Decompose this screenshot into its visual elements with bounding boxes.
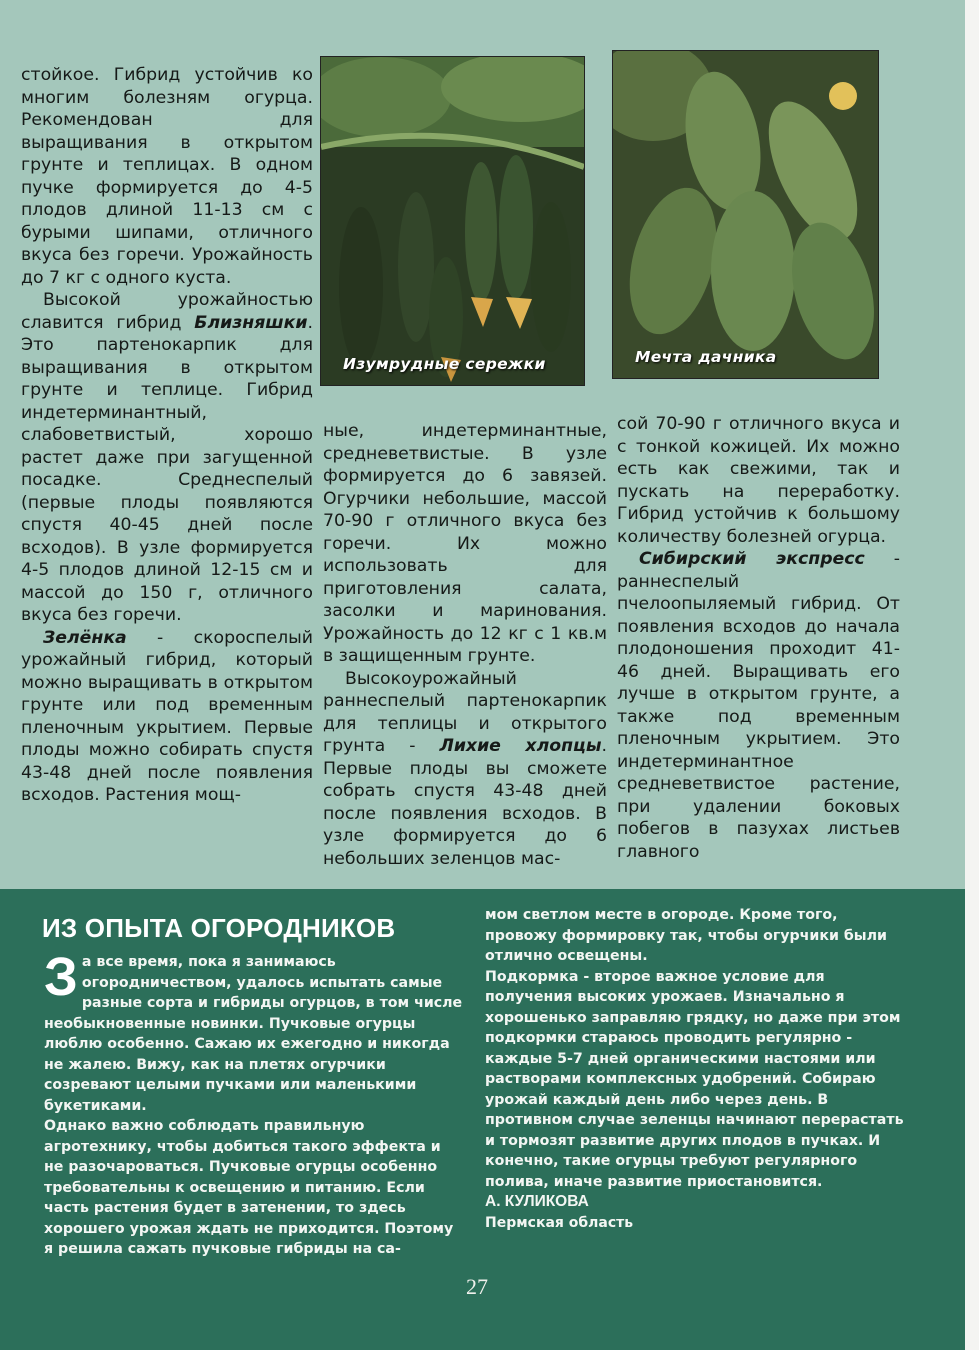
paragraph: ные, индетерминантные, средневетвистые. В узле формируется до 6 завязей. Огурчики небольшие, массой 70-90 г отличного вкуса без горечи. Их можно использовать для приготовления салата, засолки и маринования. Урожайность до 12 кг с 1 кв.м в защищенным грунте. [323, 421, 607, 666]
paragraph: Подкормка - второе важное условие для получения высоких урожаев. Изначально я хорошенько заправляю грядку, но даже при этом подкормки стараюсь проводить регулярно - каждые 5-7 дней органическими настоями или растворами комплексных удобрений. Собираю урожай каждый день либо через день. В противном случае зеленцы начинают перерастать и тормозят развитие других плодов в пучках. И конечно, такие огурцы требуют регулярного полива, иначе развитие приостановится. [485, 968, 904, 1190]
paragraph: За все время, пока я занимаюсь огородничеством, удалось испытать самые разные сорта и гибриды огурцов, в том числе необыкновенные новинки. Пучковые огурцы люблю особенно. Сажаю их ежегодно и никогда не жалею. Вижу, как на плетях огурчики созревают целыми пучками или маленькими букетиками. [44, 947, 463, 1114]
author-region: Пермская область [485, 1214, 634, 1231]
drop-cap: З [44, 947, 78, 1007]
article-column-2 [323, 420, 607, 870]
paragraph: сой 70-90 г отличного вкуса и с тонкой кожицей. Их можно есть как свежими, так и пускать на переработку. Гибрид устойчив к большому количеству болезней огурца. [617, 414, 900, 547]
article-column-1 [21, 64, 313, 807]
variety-name: Близняшки [194, 312, 308, 333]
variety-name: Сибирский экспресс [639, 549, 865, 569]
paragraph: Зелёнка - скороспелый урожайный гибрид, который можно выращивать в открытом грунте или под временным пленочным укрытием. Первые плоды можно собирать спустя 43-48 дней после появления всходов. Растения мощ- [21, 627, 313, 805]
box-column-2 [485, 905, 905, 1233]
variety-name: Зелёнка [43, 627, 127, 648]
paragraph: мом светлом месте в огороде. Кроме того, провожу формировку так, чтобы огурчики были отлично освещены. [485, 907, 887, 964]
box-title: ИЗ ОПЫТА ОГОРОДНИКОВ [42, 913, 396, 943]
cucumber-photo-1 [320, 56, 585, 386]
article-column-3 [617, 413, 900, 863]
paragraph: Сибирский экспресс - раннеспелый пчелоопыляемый гибрид. От появления всходов до начала плодоношения проходит 41-46 дней. Выращивать его лучше в открытом грунте, а также под временным пленочным укрытием. Это индетерминантное средневетвистое растение, при удалении боковых побегов в пазухах листьев главного [617, 549, 901, 862]
cucumber-photo-2 [612, 50, 879, 379]
cucumber-illustration [321, 57, 584, 385]
paragraph: стойкое. Гибрид устойчив ко многим болезням огурца. Рекомендован для выращивания в открытом грунте и теплицах. В одном пучке формируется до 4-5 плодов длиной 11-13 см с бурыми шипами, отличного вкуса без горечи. Урожайность до 7 кг с одного куста. [21, 65, 313, 288]
box-column-1 [44, 947, 464, 1260]
cucumber-illustration [613, 51, 878, 378]
paragraph: Высокоурожайный раннеспелый партенокарпик для теплицы и открытого грунта - Лихие хлопцы. Первые плоды вы сможете собрать спустя 43-48 дней после появления всходов. В узле формируется до 6 небольших зеленцов мас- [323, 668, 607, 869]
photo-caption: Изумрудные сережки [343, 355, 546, 373]
author-name: А. КУЛИКОВА [485, 1193, 589, 1210]
page-number: 27 [466, 1274, 488, 1299]
page-edge [965, 0, 979, 1350]
paragraph: Высокой урожайностью славится гибрид Близняшки. Это партенокарпик для выращивания в открытом грунте и теплице. Гибрид индетерминантный, слабоветвистый, хорошо растет даже при загущенной посадке. Среднеспелый (первые плоды появляются спустя 40-45 дней после всходов). В узле формируется 4-5 плодов длиной 12-15 см и массой до 150 г, отличного вкуса без горечи. [21, 290, 313, 625]
variety-name: Лихие хлопцы [439, 736, 602, 756]
photo-caption: Мечта дачника [635, 348, 777, 366]
paragraph: Однако важно соблюдать правильную агротехнику, чтобы добиться такого эффекта и не разочароваться. Пучковые огурцы особенно требовательны к освещению и питанию. Если часть растения будет в затенении, то здесь хорошего урожая ждать не приходится. Поэтому я решила сажать пучковые гибриды на са- [44, 1118, 454, 1257]
